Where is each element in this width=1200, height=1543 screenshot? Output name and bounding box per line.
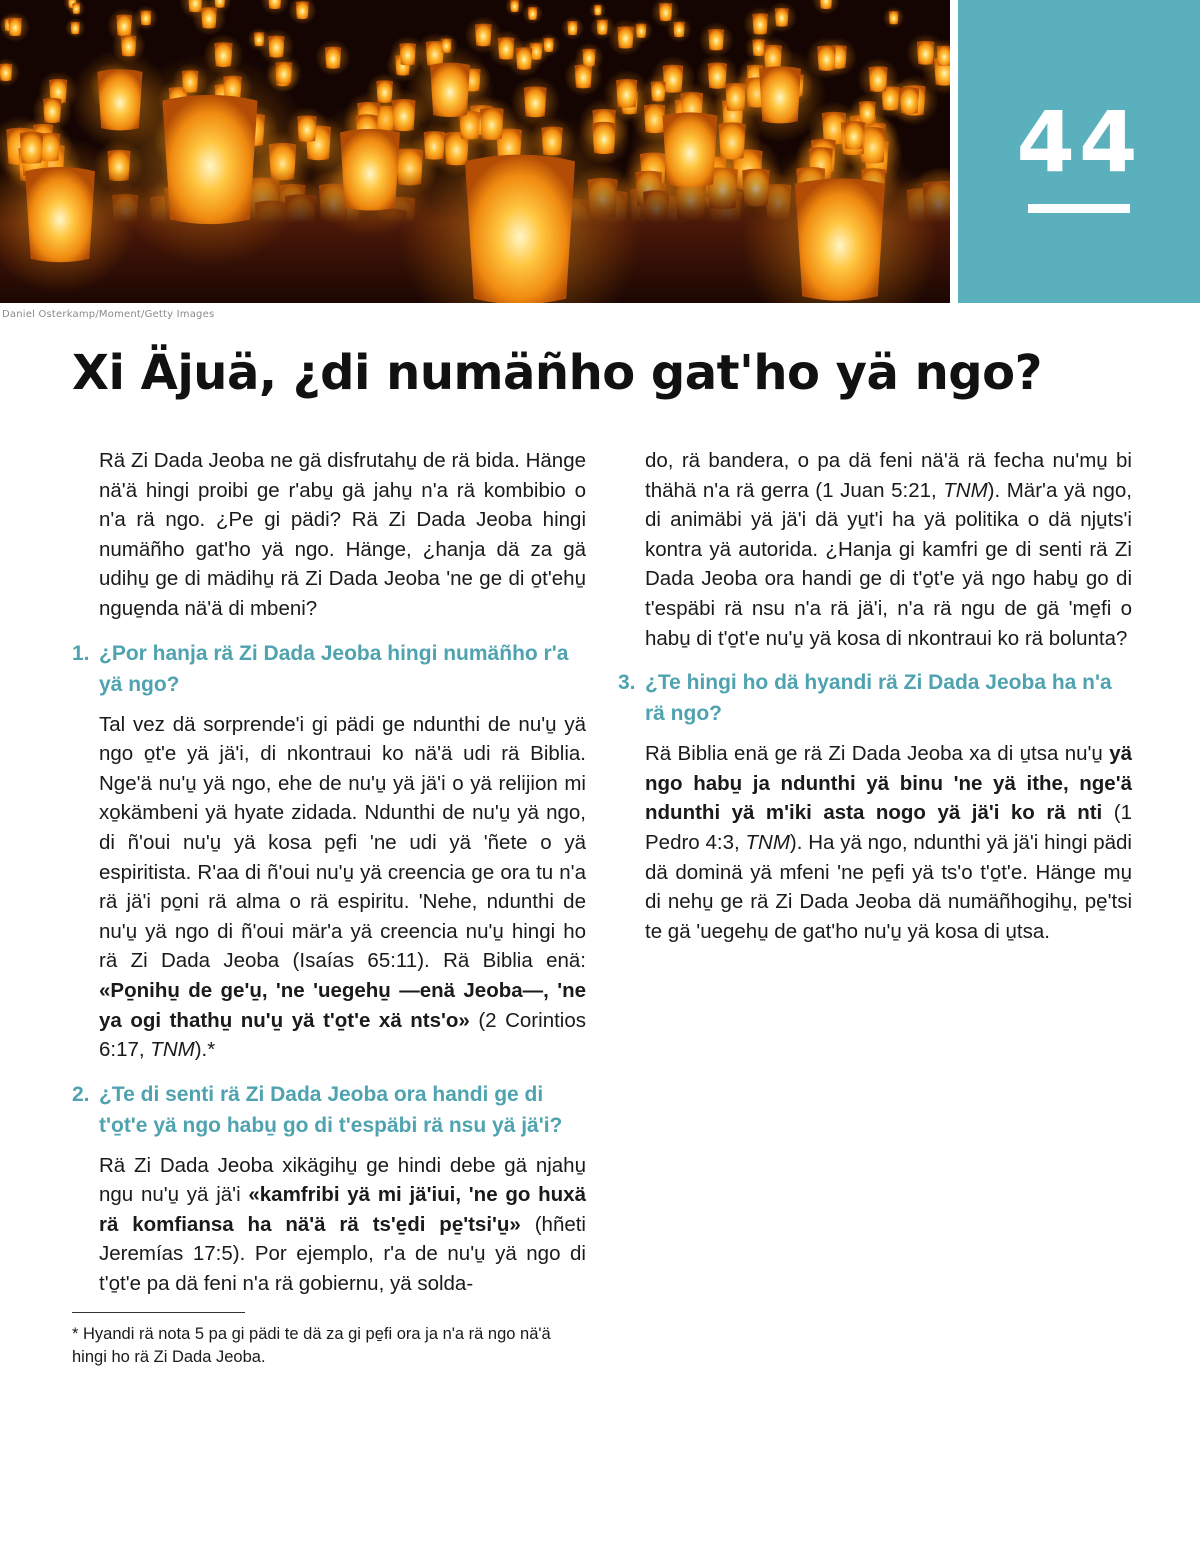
question-text: ¿Te di senti rä Zi Dada Jeoba ora handi ge di t'o̱t'e yä ngo habu̱ go di t'espäbi rä nsu yä jä'i? bbox=[99, 1082, 563, 1137]
question-1 bbox=[72, 638, 586, 700]
lesson-number-underline bbox=[1028, 204, 1130, 213]
body-text: (1 Pedro 4:3, bbox=[645, 801, 1132, 854]
left-column bbox=[72, 446, 586, 1311]
body-italic: TNM bbox=[745, 830, 790, 854]
section-1-paragraph bbox=[99, 710, 586, 1065]
question-2 bbox=[72, 1079, 586, 1141]
body-text: (hñeti Jeremías 17:5). Por ejemplo, r'a de nu'u̱ yä ngo di t'o̱t'e pa dä feni n'a rä gobiernu, yä solda- bbox=[99, 1212, 586, 1296]
sky-lanterns-photo bbox=[0, 0, 950, 303]
body-emphasis: «Po̱nihu̱ de ge'u̱, 'ne 'uegehu̱ —enä Jeoba—, 'ne ya ogi thathu̱ nu'u̱ yä t'o̱t'e xä nts'o» bbox=[99, 978, 586, 1032]
body-text: Rä Zi Dada Jeoba xikägihu̱ ge hindi debe gä njahu̱ ngu nu'u̱ yä jä'i bbox=[99, 1153, 586, 1207]
body-text: Tal vez dä sorprende'i gi pädi ge ndunthi de nu'u̱ yä ngo o̱t'e yä jä'i, di nkontraui ko nä'ä udi rä Biblia. Nge'ä nu'u̱ yä ngo, ehe de nu'u̱ yä jä'i o yä relijion mi xo̱kämbeni yä hyate zidada. Ndunthi de nu'u̱ yä ngo, di ñ'oui nu'u̱ yä kosa pe̱fi 'ne udi yä 'ñete o yä espiritista. R'aa di ñ'oui nu'u̱ yä creencia ge ora tu n'a rä jä'i po̱ni rä alma o rä espiritu. 'Nehe, ndunthi de nu'u̱ yä ngo di ñ'oui mär'a yä creencia nu'u̱ hingi ho rä Zi Dada Jeoba (Isaías 65:11). Rä Biblia enä: bbox=[99, 712, 586, 973]
body-text: ). Mär'a yä ngo, di animäbi yä jä'i dä yu̱t'i ha yä politika o dä nju̱ts'i kontra yä autorida. ¿Hanja gi kamfri ge di senti rä Zi Dada Jeoba ora handi ge di t'o̱t'e yä ngo habu̱ go di t'espäbi rä nsu n'a rä jä'i, n'a rä ngu de gä 'me̱fi o habu̱ di t'o̱t'e nu'u̱ yä kosa di nkontraui ko rä bolunta? bbox=[645, 478, 1133, 650]
body-text: ). Ha yä ngo, ndunthi yä jä'i hingi pädi dä dominä yä mfeni 'ne pe̱fi yä ts'o t'o̱t'e. Hänge mu̱ di nehu̱ ge rä Zi Dada Jeoba dä numäñhogihu̱, pe̱'tsi te gä 'uegehu̱ de gat'ho nu'u̱ yä kosa di u̱tsa. bbox=[645, 830, 1132, 943]
question-3 bbox=[618, 667, 1132, 729]
lesson-number-panel bbox=[958, 0, 1200, 303]
section-2-paragraph bbox=[99, 1151, 586, 1299]
body-italic: TNM bbox=[150, 1038, 195, 1062]
question-number: 3. bbox=[618, 671, 636, 695]
section-2-paragraph-continued bbox=[645, 446, 1132, 653]
photo-credit: Daniel Osterkamp/Moment/Getty Images bbox=[2, 309, 215, 320]
body-emphasis: «kamfribi yä mi jä'iui, 'ne go huxä rä komfiansa ha nä'ä rä ts'e̱di pe̱'tsi'u̱» bbox=[99, 1183, 586, 1236]
lesson-number: 44 bbox=[1016, 93, 1142, 191]
lesson-title: Xi Äjuä, ¿di numäñho gat'ho yä ngo? bbox=[72, 345, 1042, 401]
body-text: Rä Biblia enä ge rä Zi Dada Jeoba xa di u̱tsa nu'u̱ bbox=[645, 742, 1110, 766]
body-italic: TNM bbox=[943, 478, 988, 502]
question-number: 1. bbox=[72, 641, 90, 665]
question-text: ¿Por hanja rä Zi Dada Jeoba hingi numäñho r'a yä ngo? bbox=[99, 641, 569, 696]
section-3-paragraph bbox=[645, 739, 1132, 946]
intro-paragraph: Rä Zi Dada Jeoba ne gä disfrutahu̱ de rä bida. Hänge nä'ä hingi proibi ge r'abu̱ gä jahu̱ n'a rä kombibio o n'a rä ngo. ¿Pe gi pädi? Rä Zi Dada Jeoba hingi numäñho gat'ho yä ngo. Hänge, ¿hanja dä za gä udihu̱ ge di mädihu̱ rä Zi Dada Jeoba 'ne ge di o̱t'ehu̱ ngue̱nda nä'ä di mbeni? bbox=[99, 449, 586, 620]
body-text: (2 Corintios 6:17, bbox=[99, 1008, 586, 1062]
body-text: ).* bbox=[194, 1038, 216, 1062]
body-text: do, rä bandera, o pa dä feni nä'ä rä fecha nu'mu̱ bi thähä n'a rä gerra (1 Juan 5:21, bbox=[645, 449, 1132, 502]
right-column bbox=[618, 446, 1132, 958]
footnote-divider bbox=[72, 1312, 245, 1313]
footnote: * Hyandi rä nota 5 pa gi pädi te dä za gi pe̱fi ora ja n'a rä ngo nä'ä hingi ho rä Zi Dada Jeoba. bbox=[72, 1325, 551, 1366]
body-emphasis: yä ngo habu̱ ja ndunthi yä binu 'ne yä ithe, nge'ä ndunthi yä m'iki asta nogo yä jä'i ko rä nti bbox=[645, 742, 1132, 825]
question-text: ¿Te hingi ho dä hyandi rä Zi Dada Jeoba ha n'a rä ngo? bbox=[645, 671, 1112, 726]
question-number: 2. bbox=[72, 1082, 90, 1106]
lanterns-illustration bbox=[0, 0, 950, 303]
